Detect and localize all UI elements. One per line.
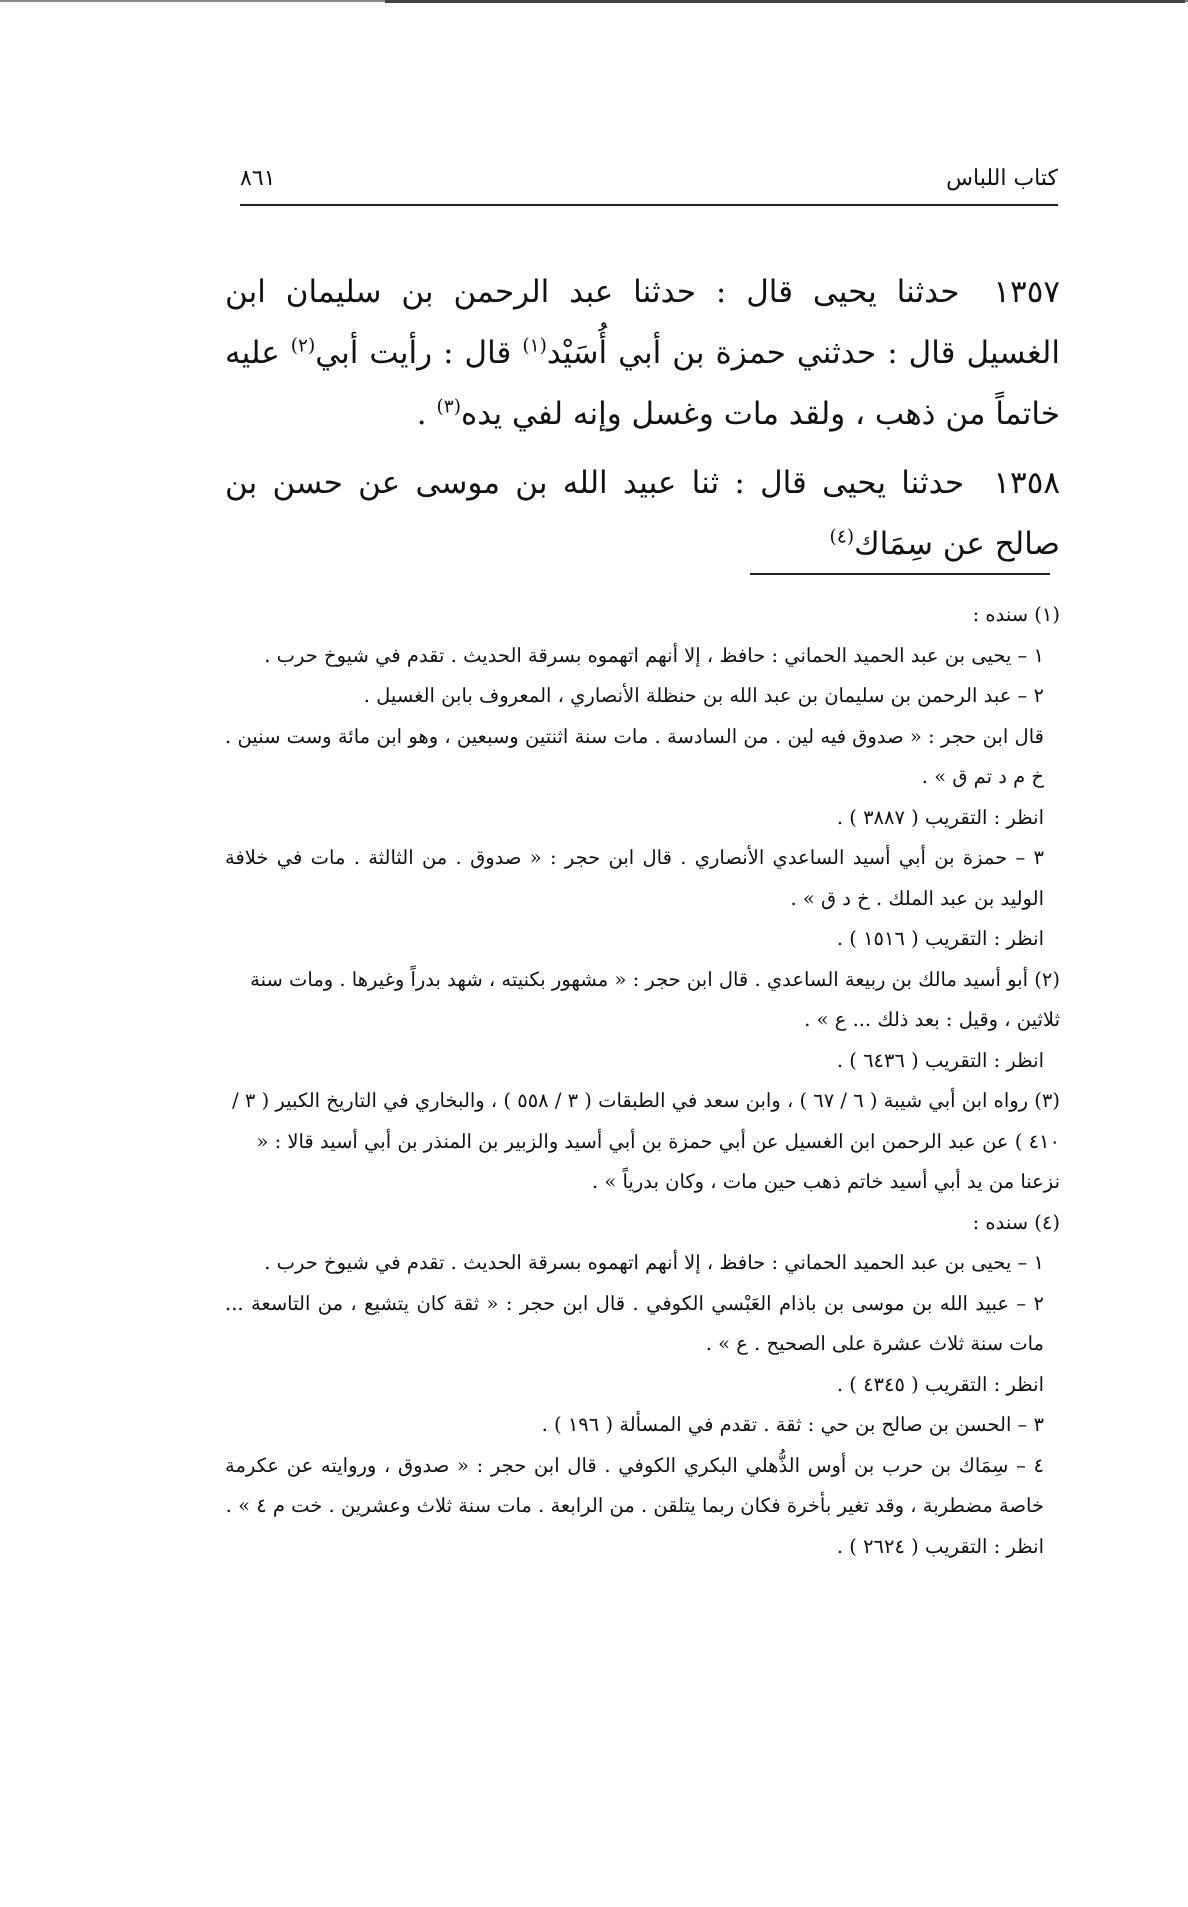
footnote-marker: (٣): [436, 396, 462, 418]
footnote-line: ٢ – عبيد الله بن موسى بن باذام العَبْسي الكوفي . قال ابن حجر : « ثقة كان يتشيع ، من التاسعة ... مات سنة ثلاث عشرة على الصحيح . ع » .: [225, 1291, 1044, 1355]
page-number: ٨٦١: [240, 166, 276, 191]
hadith-text: قال : رأيت أبي: [315, 335, 523, 371]
footnote-heading: (١) سنده :: [972, 603, 1060, 626]
footnote-line: ٣ – حمزة بن أبي أسيد الساعدي الأنصاري . قال ابن حجر : « صدوق . من الثالثة . مات في خلافة الوليد بن عبد الملك . خ د ق » .: [225, 846, 1044, 910]
hadith-text: .: [416, 396, 437, 432]
footnote-line: ١ – يحيى بن عبد الحميد الحماني : حافظ ، إلا أنهم اتهموه بسرقة الحديث . تقدم في شيوخ حرب .: [264, 1251, 1044, 1274]
main-text: [225, 262, 1060, 583]
hadith-number: ١٣٥٨: [993, 465, 1060, 501]
hadith-text: حدثنا يحيى قال : حدثنا عبد الرحمن بن سليمان ابن الغسيل قال : حدثني حمزة بن أبي أُسَيْد: [225, 274, 1060, 371]
footnote-line: انظر : التقريب ( ٤٣٤٥ ) .: [836, 1372, 1044, 1396]
footnote-line: ٤ – سِمَاك بن حرب بن أوس الذُّهلي البكري الكوفي . قال ابن حجر : « صدوق ، وروايته عن عكرمة خاصة مضطربة ، وقد تغير بأخرة فكان ربما يتلقن . من الرابعة . مات سنة ثلاث وعشرين . خت م ٤ » .: [225, 1453, 1044, 1517]
hadith-text: حدثنا يحيى قال : ثنا عبيد الله بن موسى عن حسن بن صالح عن سِمَاك: [225, 465, 1060, 562]
scan-top-border: [385, 0, 1185, 3]
book-title: كتاب اللباس: [946, 166, 1058, 191]
footnote-heading: (٤) سنده :: [972, 1210, 1060, 1234]
footnote-line: ٣ – الحسن بن صالح بن حي : ثقة . تقدم في المسألة ( ١٩٦ ) .: [541, 1413, 1044, 1436]
footnote-line: قال ابن حجر : « صدوق فيه لين . من السادسة . مات سنة اثنتين وسبعين ، وهو ابن مائة وست سنين . خ م د تم ق » .: [225, 724, 1044, 788]
footnote-line: (٢) أبو أسيد مالك بن ربيعة الساعدي . قال ابن حجر : « مشهور بكنيته ، شهد بدراً وغيرها . ومات سنة ثلاثين ، وقيل : بعد ذلك ... ع » .: [250, 967, 1060, 1031]
footnote-line: (٣) رواه ابن أبي شيبة ( ٦ / ٦٧ ) ، وابن سعد في الطبقات ( ٣ / ٥٥٨ ) ، والبخاري في التاريخ الكبير ( ٣ / ٤١٠ ) عن عبد الرحمن ابن الغسيل عن أبي حمزة بن أبي أسيد والزبير بن المنذر بن أبي أسيد قالا : « نزعنا من يد أبي أسيد خاتم ذهب حين مات ، وكان بدرياً » .: [232, 1089, 1060, 1193]
footnote-line: انظر : التقريب ( ٣٨٨٧ ) .: [836, 805, 1044, 829]
footnote-line: انظر : التقريب ( ١٥١٦ ) .: [836, 927, 1044, 950]
footnotes: [225, 595, 1060, 1567]
footnote-marker: (١): [522, 335, 547, 357]
footnote-line: ١ – يحيى بن عبد الحميد الحماني : حافظ ، إلا أنهم اتهموه بسرقة الحديث . تقدم في شيوخ حرب .: [264, 643, 1044, 667]
running-header: [240, 160, 1058, 206]
footnote-line: ٢ – عبد الرحمن بن سليمان بن عبد الله بن حنظلة الأنصاري ، المعروف بابن الغسيل .: [363, 684, 1044, 707]
footnote-line: انظر : التقريب ( ٢٦٢٤ ) .: [836, 1534, 1044, 1558]
hadith-text: عليه خاتماً من ذهب ، ولقد مات وغسل وإنه لفي يده: [225, 335, 1060, 432]
footnote-marker: (٢): [290, 335, 316, 357]
footnote-separator: [750, 573, 1050, 575]
footnote-marker: (٤): [829, 526, 855, 548]
hadith-1358: [225, 453, 1060, 575]
hadith-number: ١٣٥٧: [993, 274, 1061, 310]
hadith-1357: [225, 262, 1060, 445]
footnote-line: انظر : التقريب ( ٦٤٣٦ ) .: [836, 1048, 1044, 1072]
